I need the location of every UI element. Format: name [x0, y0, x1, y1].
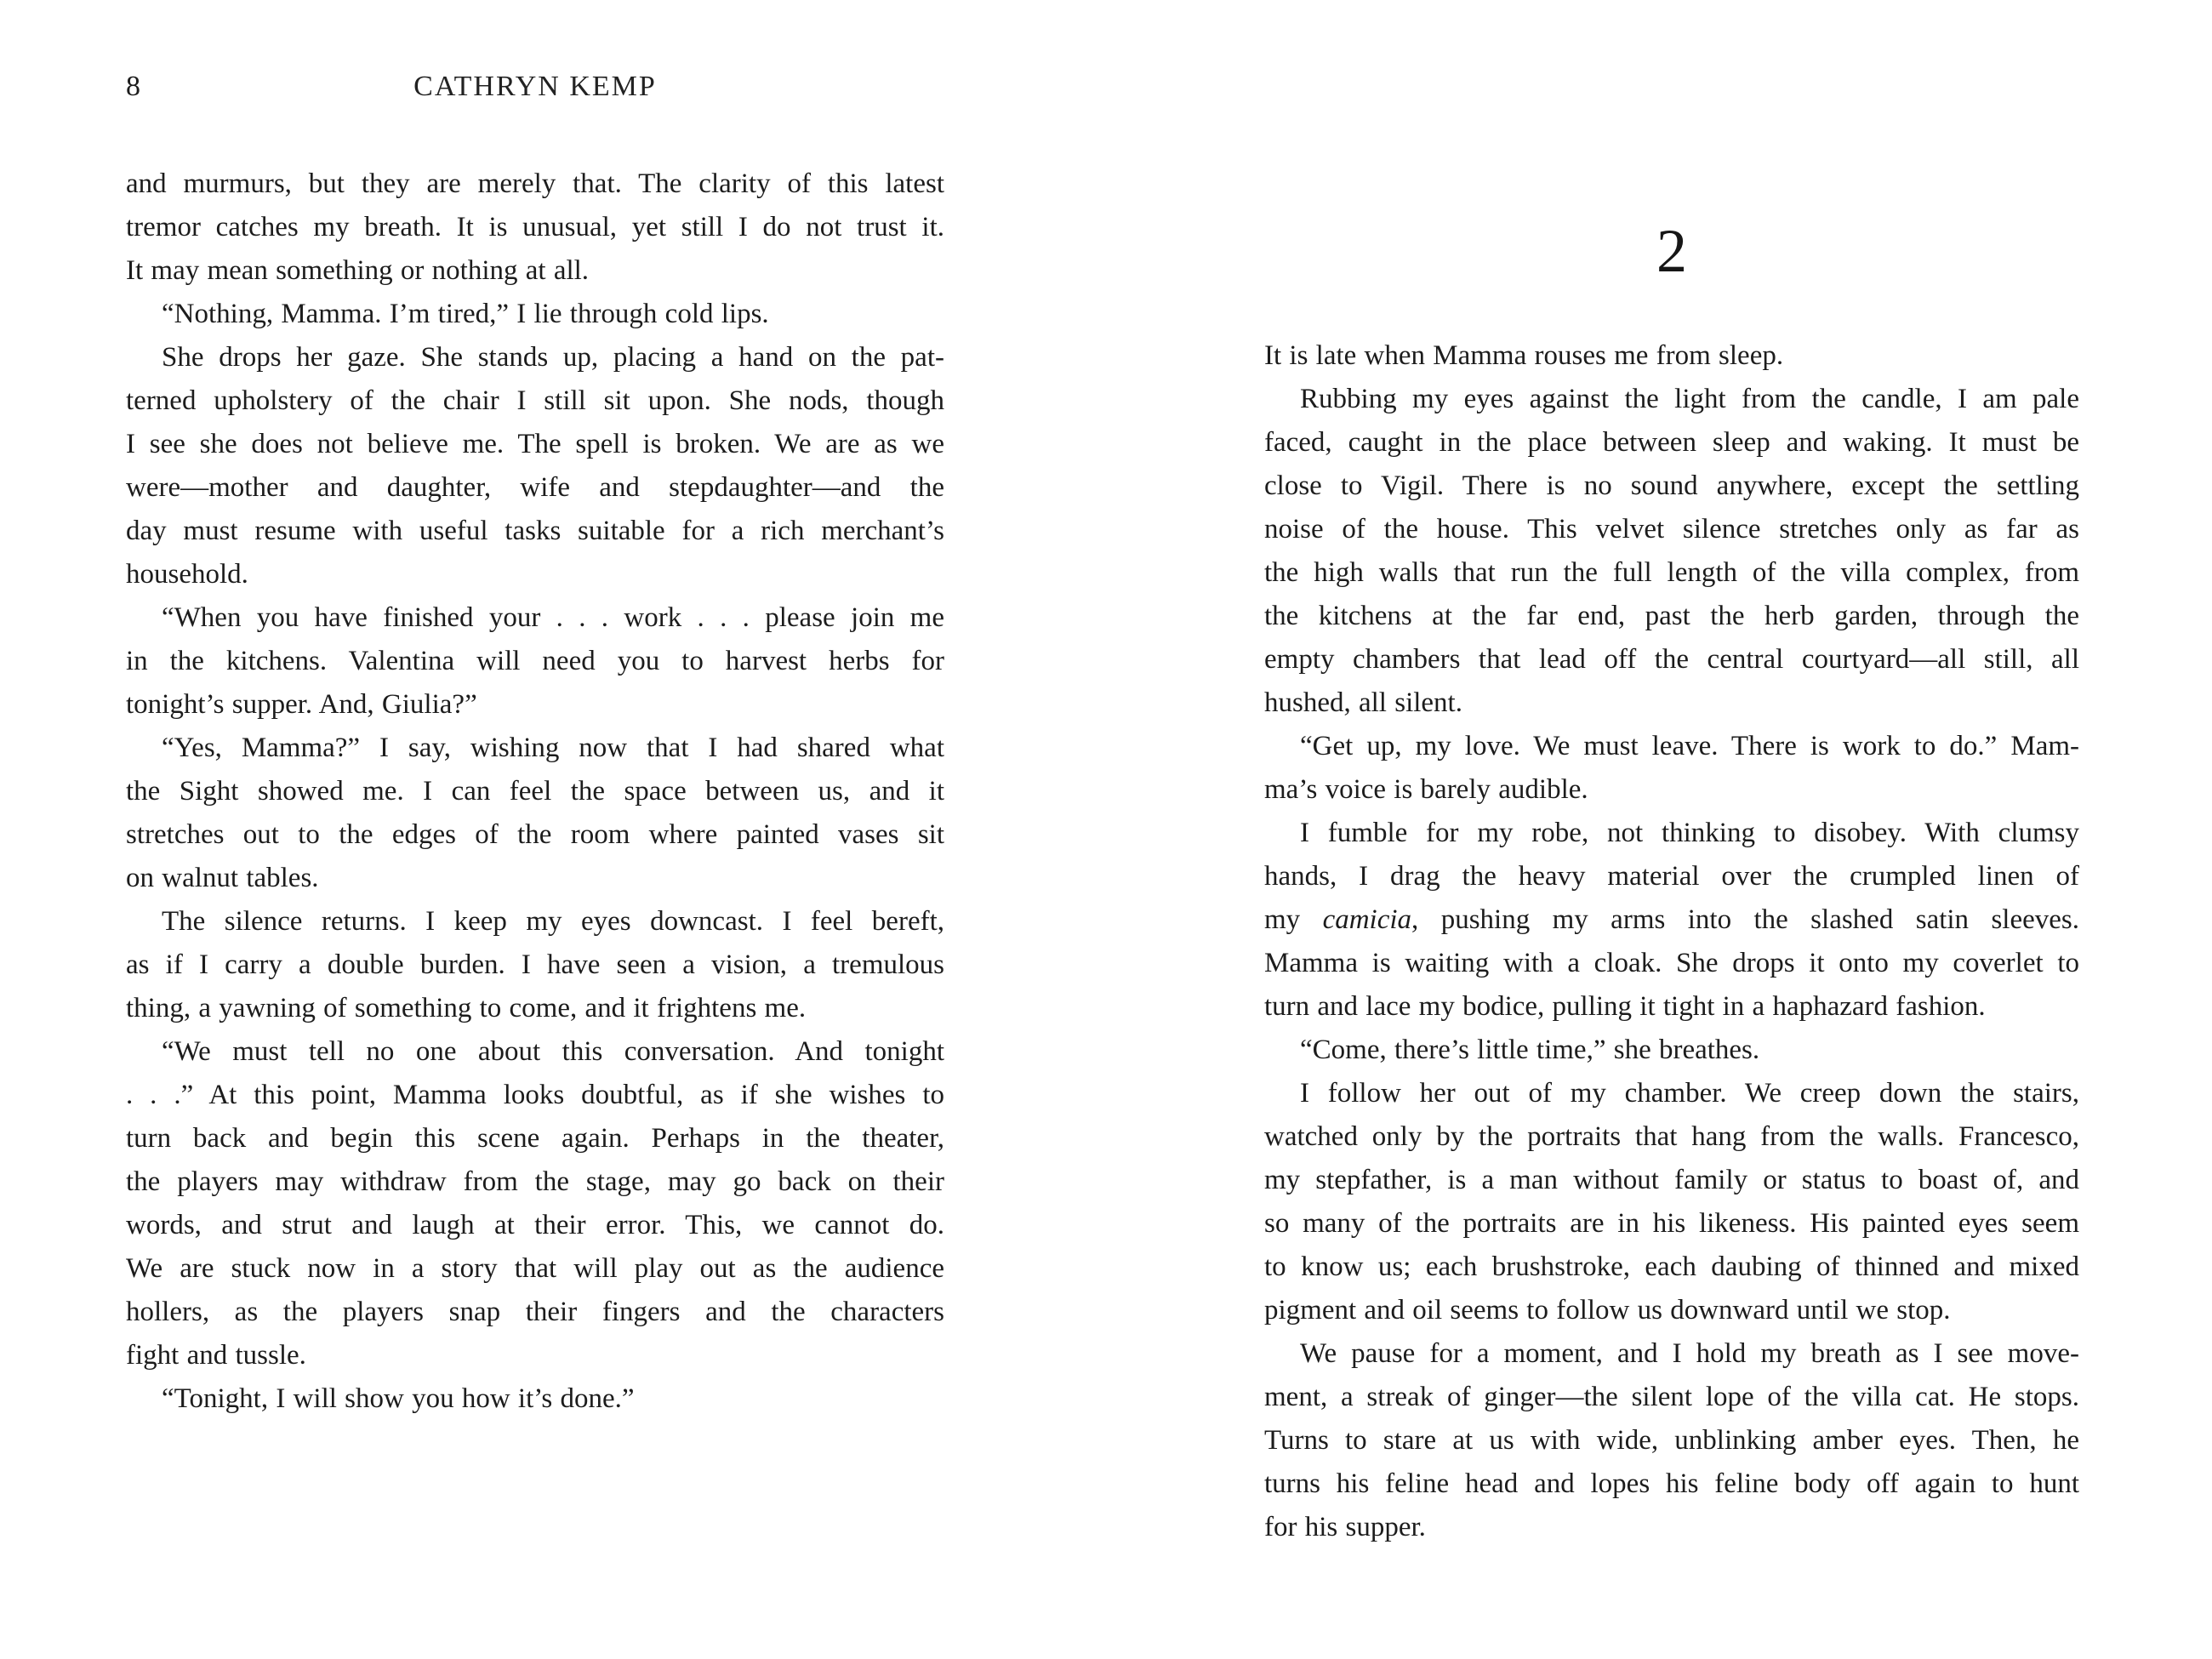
text-line: “Get up, my love. We must leave. There is work to do.” Mam- — [1300, 731, 2079, 761]
paragraph — [126, 727, 944, 900]
text-line: close to Vigil. There is no sound anywhere, except the settling — [1264, 470, 2079, 501]
text-line: my stepfather, is a man without family or status to boast of, and — [1264, 1165, 2079, 1195]
paragraph — [126, 1377, 944, 1421]
text-line: the players may withdraw from the stage, may go back on their — [126, 1166, 944, 1197]
text-line: tonight’s supper. And, Giulia?” — [126, 689, 477, 720]
text-line: noise of the house. This velvet silence stretches only as far as — [1264, 514, 2079, 544]
text-line: empty chambers that lead off the central courtyard—all still, all — [1264, 644, 2079, 675]
text-line: It is late when Mamma rouses me from sleep. — [1264, 340, 1784, 371]
text-line: tremor catches my breath. It is unusual, yet still I do not trust it. — [126, 212, 944, 242]
paragraph — [126, 596, 944, 727]
text-line: We are stuck now in a story that will play out as the audience — [126, 1253, 944, 1284]
paragraph — [126, 900, 944, 1030]
left-page-body-text — [126, 162, 944, 1421]
paragraph — [1264, 1072, 2079, 1332]
text-line: She drops her gaze. She stands up, placing a hand on the pat- — [162, 342, 944, 373]
text-line: “Yes, Mamma?” I say, wishing now that I had shared what — [162, 733, 944, 763]
text-line: to know us; each brushstroke, each daubing of thinned and mixed — [1264, 1251, 2079, 1282]
paragraph — [1264, 378, 2079, 725]
text-line: ment, a streak of ginger—the silent lope of the villa cat. He stops. — [1264, 1382, 2079, 1412]
text-line: I follow her out of my chamber. We creep down the stairs, — [1300, 1078, 2079, 1109]
text-line: terned upholstery of the chair I still sit upon. She nods, though — [126, 385, 944, 416]
text-line: thing, a yawning of something to come, and it frightens me. — [126, 993, 807, 1023]
paragraph — [1264, 334, 2079, 378]
text-line: hushed, all silent. — [1264, 687, 1462, 718]
text-line: day must resume with useful tasks suitable for a rich merchant’s — [126, 516, 944, 546]
paragraph — [1264, 1332, 2079, 1549]
text-line: “Nothing, Mamma. I’m tired,” I lie through cold lips. — [162, 299, 769, 329]
text-line: “Come, there’s little time,” she breathes. — [1300, 1035, 1760, 1065]
paragraph — [126, 162, 944, 293]
text-line: as if I carry a double burden. I have seen a vision, a tremulous — [126, 949, 944, 980]
text-line: in the kitchens. Valentina will need you to harvest herbs for — [126, 646, 944, 676]
page-number: 8 — [126, 71, 140, 102]
paragraph — [126, 293, 944, 336]
chapter-number: 2 — [1656, 217, 1687, 285]
text-line: fight and tussle. — [126, 1340, 306, 1371]
text-line: We pause for a moment, and I hold my breath as I see move- — [1300, 1338, 2079, 1369]
text-line: Rubbing my eyes against the light from the candle, I am pale — [1300, 384, 2079, 414]
text-line: I fumble for my robe, not thinking to disobey. With clumsy — [1300, 818, 2079, 848]
text-line: stretches out to the edges of the room where painted vases sit — [126, 819, 944, 850]
text-line: were—mother and daughter, wife and stepdaughter—and the — [126, 472, 944, 503]
text-line: my camicia, pushing my arms into the slashed satin sleeves. — [1264, 904, 2080, 935]
text-line: for his supper. — [1264, 1512, 1426, 1542]
italic-text: camicia — [1322, 904, 1412, 935]
text-line: “When you have finished your . . . work . . . please join me — [162, 602, 944, 633]
text-line: ma’s voice is barely audible. — [1264, 774, 1588, 805]
text-line: the kitchens at the far end, past the herb garden, through the — [1264, 601, 2079, 631]
text-line: “Tonight, I will show you how it’s done.” — [162, 1383, 635, 1414]
paragraph — [1264, 725, 2079, 812]
text-line: pigment and oil seems to follow us downward until we stop. — [1264, 1295, 1951, 1325]
text-line: and murmurs, but they are merely that. The clarity of this latest — [126, 168, 944, 199]
text-line: hollers, as the players snap their fingers and the characters — [126, 1297, 944, 1327]
text-line: on walnut tables. — [126, 863, 319, 893]
running-header: CATHRYN KEMP — [413, 71, 657, 102]
text-line: words, and strut and laugh at their error. This, we cannot do. — [126, 1210, 944, 1240]
text-line: watched only by the portraits that hang from the walls. Francesco, — [1264, 1121, 2079, 1152]
text-line: hands, I drag the heavy material over the crumpled linen of — [1264, 861, 2079, 892]
text-line: . . .” At this point, Mamma looks doubtful, as if she wishes to — [126, 1080, 944, 1110]
paragraph — [126, 336, 944, 596]
text-line: turn back and begin this scene again. Perhaps in the theater, — [126, 1123, 944, 1154]
text-line: turns his feline head and lopes his feline body off again to hunt — [1264, 1468, 2079, 1499]
text-line: I see she does not believe me. The spell is broken. We are as we — [126, 429, 944, 459]
text-line: Mamma is waiting with a cloak. She drops it onto my coverlet to — [1264, 948, 2079, 978]
text-line: It may mean something or nothing at all. — [126, 255, 590, 286]
paragraph — [1264, 1029, 2079, 1072]
text-line: the Sight showed me. I can feel the space between us, and it — [126, 776, 944, 807]
text-line: Turns to stare at us with wide, unblinking amber eyes. Then, he — [1264, 1425, 2079, 1456]
text-line: The silence returns. I keep my eyes downcast. I feel bereft, — [162, 906, 944, 937]
right-page-body-text — [1264, 334, 2079, 1549]
paragraph — [126, 1030, 944, 1377]
left-page-header — [126, 70, 944, 104]
text-line: turn and lace my bodice, pulling it tight in a haphazard fashion. — [1264, 991, 1986, 1022]
text-line: “We must tell no one about this conversation. And tonight — [162, 1036, 944, 1067]
text-line: faced, caught in the place between sleep and waking. It must be — [1264, 427, 2079, 458]
text-line: so many of the portraits are in his likeness. His painted eyes seem — [1264, 1208, 2079, 1239]
paragraph — [1264, 812, 2079, 1029]
text-line: the high walls that run the full length of the villa complex, from — [1264, 557, 2079, 588]
text-line: household. — [126, 559, 248, 590]
